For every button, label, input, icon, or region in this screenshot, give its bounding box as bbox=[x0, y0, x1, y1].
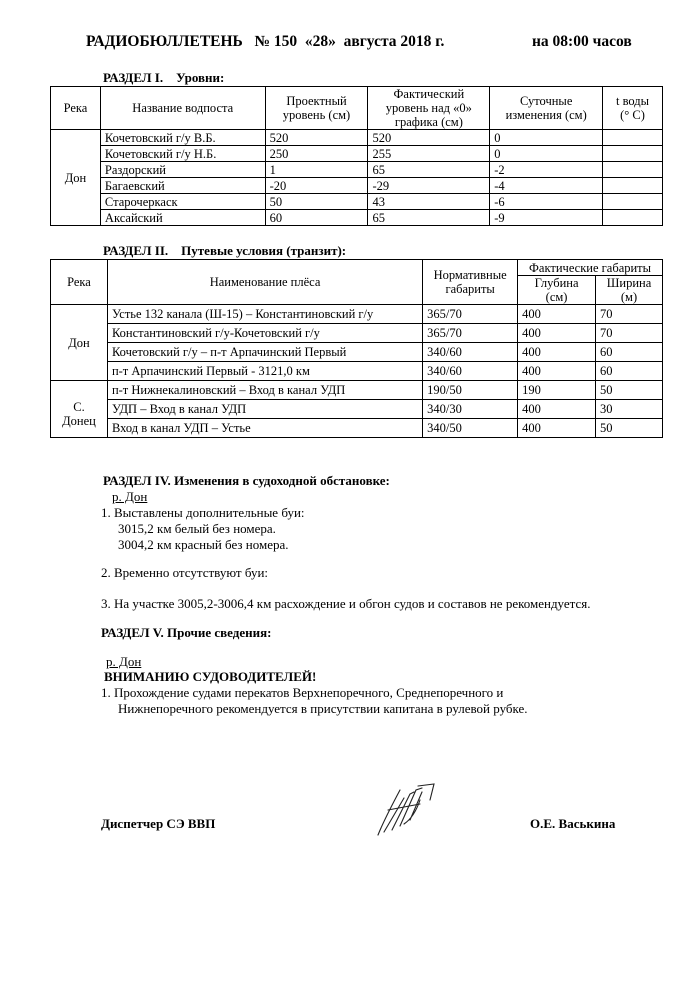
table-row bbox=[51, 210, 663, 226]
depth-cell: 400 bbox=[518, 400, 596, 419]
section2-heading bbox=[103, 243, 346, 259]
norm-cell: 340/30 bbox=[423, 400, 518, 419]
section4-river: р. Дон bbox=[112, 489, 148, 504]
levels-header-design: Проектный уровень (см) bbox=[265, 87, 368, 130]
routes-header-actual: Фактические габариты bbox=[518, 260, 663, 276]
table-row bbox=[51, 146, 663, 162]
actual-cell: -29 bbox=[368, 178, 490, 194]
table-row bbox=[51, 194, 663, 210]
change-cell: -4 bbox=[490, 178, 603, 194]
table-row bbox=[51, 419, 663, 438]
width-cell: 60 bbox=[596, 343, 663, 362]
width-cell: 70 bbox=[596, 324, 663, 343]
section4-item1-a: 3015,2 км белый без номера. bbox=[118, 521, 276, 536]
depth-cell: 400 bbox=[518, 324, 596, 343]
table-row bbox=[51, 162, 663, 178]
depth-cell: 400 bbox=[518, 362, 596, 381]
post-cell: Кочетовский г/у В.Б. bbox=[100, 130, 265, 146]
section1-subtitle: Уровни: bbox=[176, 70, 225, 85]
width-cell: 70 bbox=[596, 305, 663, 324]
stretch-cell: Константиновский г/у-Кочетовский г/у bbox=[107, 324, 422, 343]
section1-title: РАЗДЕЛ I. bbox=[103, 70, 164, 85]
section4-item3: 3. На участке 3005,2-3006,4 км расхождение и обгон судов и составов не рекомендуется. bbox=[101, 596, 591, 611]
design-cell: 250 bbox=[265, 146, 368, 162]
routes-header-stretch: Наименование плёса bbox=[107, 260, 422, 305]
stretch-cell: п-т Нижнекалиновский – Вход в канал УДП bbox=[107, 381, 422, 400]
temp-cell bbox=[603, 146, 663, 162]
bulletin-date: августа 2018 г. bbox=[343, 33, 445, 50]
bulletin-date-day: «28» bbox=[304, 33, 336, 50]
width-cell: 30 bbox=[596, 400, 663, 419]
levels-header-row bbox=[51, 87, 663, 130]
levels-header-river: Река bbox=[51, 87, 101, 130]
table-row bbox=[51, 343, 663, 362]
section2-subtitle: Путевые условия (транзит): bbox=[181, 243, 347, 258]
depth-cell: 400 bbox=[518, 305, 596, 324]
stretch-cell: Устье 132 канала (Ш-15) – Константиновский г/у bbox=[107, 305, 422, 324]
routes-table bbox=[50, 259, 663, 438]
attention-heading: ВНИМАНИЮ СУДОВОДИТЕЛЕЙ! bbox=[104, 669, 317, 684]
table-row bbox=[51, 381, 663, 400]
levels-header-post: Название водпоста bbox=[100, 87, 265, 130]
temp-cell bbox=[603, 210, 663, 226]
section1-heading bbox=[103, 70, 224, 86]
depth-cell: 190 bbox=[518, 381, 596, 400]
actual-cell: 520 bbox=[368, 130, 490, 146]
post-cell: Аксайский bbox=[100, 210, 265, 226]
temp-cell bbox=[603, 178, 663, 194]
temp-cell bbox=[603, 162, 663, 178]
levels-header-temp: t воды (° С) bbox=[603, 87, 663, 130]
table-row bbox=[51, 400, 663, 419]
bulletin-number: № 150 bbox=[254, 33, 298, 50]
section4-item2: 2. Временно отсутствуют буи: bbox=[101, 565, 269, 580]
section5-river: р. Дон bbox=[106, 654, 142, 669]
change-cell: -2 bbox=[490, 162, 603, 178]
levels-header-change: Суточные изменения (см) bbox=[490, 87, 603, 130]
actual-cell: 65 bbox=[368, 162, 490, 178]
dispatcher-name: О.Е. Васькина bbox=[530, 816, 616, 831]
stretch-cell: Кочетовский г/у – п-т Арпачинский Первый bbox=[107, 343, 422, 362]
norm-cell: 365/70 bbox=[423, 324, 518, 343]
temp-cell bbox=[603, 130, 663, 146]
table-row bbox=[51, 130, 663, 146]
depth-cell: 400 bbox=[518, 343, 596, 362]
width-cell: 50 bbox=[596, 419, 663, 438]
change-cell: -9 bbox=[490, 210, 603, 226]
routes-header-depth: Глубина (см) bbox=[518, 276, 596, 305]
routes-header-width: Ширина (м) bbox=[596, 276, 663, 305]
design-cell: 520 bbox=[265, 130, 368, 146]
routes-header-row bbox=[51, 260, 663, 276]
depth-cell: 400 bbox=[518, 419, 596, 438]
norm-cell: 365/70 bbox=[423, 305, 518, 324]
table-row bbox=[51, 178, 663, 194]
section5-item1-line2: Нижнепоречного рекомендуется в присутствии капитана в рулевой рубке. bbox=[118, 701, 528, 716]
change-cell: -6 bbox=[490, 194, 603, 210]
levels-table bbox=[50, 86, 663, 226]
bulletin-time: на 08:00 часов bbox=[532, 33, 632, 50]
bulletin-title: РАДИОБЮЛЛЕТЕНЬ bbox=[86, 33, 243, 50]
norm-cell: 340/60 bbox=[423, 343, 518, 362]
levels-header-actual: Фактический уровень над «0» графика (см) bbox=[368, 87, 490, 130]
section4-item1-b: 3004,2 км красный без номера. bbox=[118, 537, 289, 552]
section2-title: РАЗДЕЛ II. bbox=[103, 243, 169, 258]
change-cell: 0 bbox=[490, 146, 603, 162]
routes-header-river: Река bbox=[51, 260, 108, 305]
table-row bbox=[51, 305, 663, 324]
norm-cell: 340/50 bbox=[423, 419, 518, 438]
actual-cell: 43 bbox=[368, 194, 490, 210]
post-cell: Багаевский bbox=[100, 178, 265, 194]
norm-cell: 340/60 bbox=[423, 362, 518, 381]
width-cell: 60 bbox=[596, 362, 663, 381]
design-cell: 50 bbox=[265, 194, 368, 210]
post-cell: Раздорский bbox=[100, 162, 265, 178]
design-cell: 60 bbox=[265, 210, 368, 226]
routes-river-cell: С. Донец bbox=[51, 381, 108, 438]
section4-title: РАЗДЕЛ IV. Изменения в судоходной обстановке: bbox=[103, 473, 390, 488]
norm-cell: 190/50 bbox=[423, 381, 518, 400]
stretch-cell: п-т Арпачинский Первый - 3121,0 км bbox=[107, 362, 422, 381]
routes-header-norm: Нормативные габариты bbox=[423, 260, 518, 305]
section4-item1: 1. Выставлены дополнительные буи: bbox=[101, 505, 305, 520]
levels-river-cell: Дон bbox=[51, 130, 101, 226]
table-row bbox=[51, 362, 663, 381]
stretch-cell: УДП – Вход в канал УДП bbox=[107, 400, 422, 419]
design-cell: 1 bbox=[265, 162, 368, 178]
routes-river-cell: Дон bbox=[51, 305, 108, 381]
width-cell: 50 bbox=[596, 381, 663, 400]
actual-cell: 65 bbox=[368, 210, 490, 226]
section5-title: РАЗДЕЛ V. Прочие сведения: bbox=[101, 625, 272, 640]
table-row bbox=[51, 324, 663, 343]
section5-item1-line1: 1. Прохождение судами перекатов Верхнепоречного, Среднепоречного и bbox=[101, 685, 504, 700]
post-cell: Кочетовский г/у Н.Б. bbox=[100, 146, 265, 162]
bulletin-header bbox=[86, 33, 444, 51]
stretch-cell: Вход в канал УДП – Устье bbox=[107, 419, 422, 438]
signature-icon bbox=[370, 780, 450, 850]
dispatcher-role: Диспетчер СЭ ВВП bbox=[101, 816, 216, 831]
change-cell: 0 bbox=[490, 130, 603, 146]
temp-cell bbox=[603, 194, 663, 210]
actual-cell: 255 bbox=[368, 146, 490, 162]
post-cell: Старочеркаск bbox=[100, 194, 265, 210]
design-cell: -20 bbox=[265, 178, 368, 194]
